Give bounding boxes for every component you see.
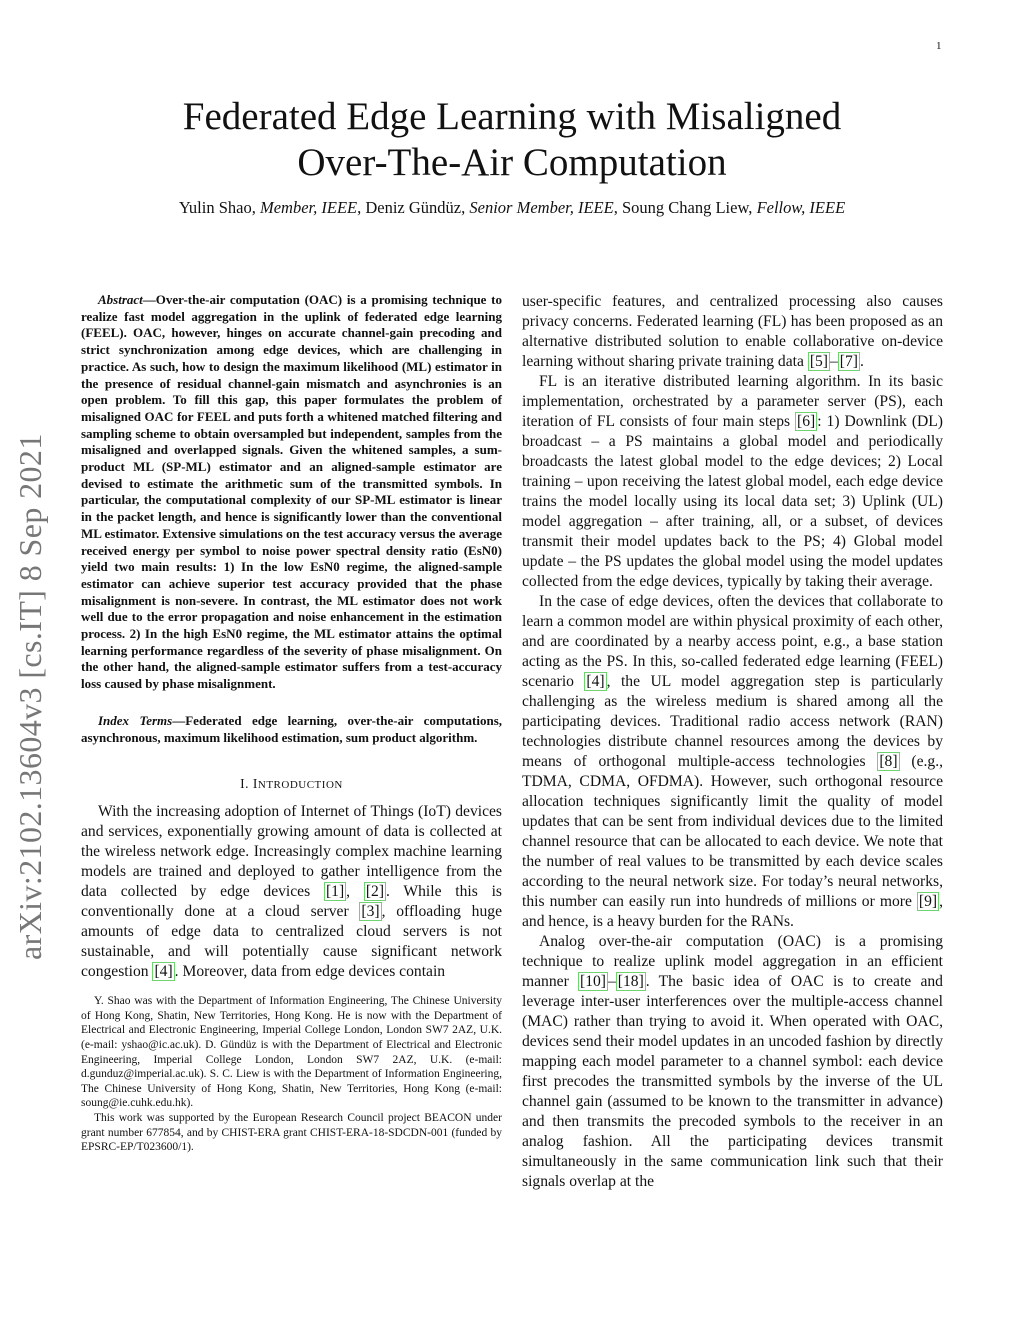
index-terms	[81, 713, 502, 746]
author-2-role: Senior Member, IEEE	[469, 198, 614, 217]
footnote-funding: This work was supported by the European Research Council project BEACON under grant number 677854, and by CHIST-ERA grant CHIST-ERA-18-SDCDN-001 (funded by EPSRC-EP/T023600/1).	[81, 1112, 502, 1154]
paper-title	[0, 94, 1024, 186]
author-1-role: Member, IEEE	[259, 198, 358, 217]
citation-link[interactable]: [4]	[586, 673, 605, 690]
intro-text: , offloading huge amounts of edge data to centralized cloud servers is not sustainable, and will potentially cause significant network congestion	[81, 903, 502, 981]
body-text: , the UL model aggregation step is particularly challenging as the wireless medium is shared among all the participating devices. Traditional radio access network (RAN) technologies distribute channel resources among the devices by means of orthogonal multiple-access technologies	[522, 673, 943, 770]
author-1: Yulin Shao,	[178, 198, 260, 217]
section-rest: NTRODUCTION	[257, 779, 343, 792]
body-text: In the case of edge devices, often the devices that collaborate to learn a common model are within physical proximity of each other, and are coordinated by a nearby access point, e.g., a base station acting as the PS. In this, so-called federated edge learning (FEEL) scenario	[522, 593, 943, 690]
body-text: user-specific features, and centralized processing also causes privacy concerns. Federated learning (FL) has been proposed as an alternative distributed solution to enable collaborative on-device learning without sharing private training data	[522, 293, 943, 370]
body-text: . The basic idea of OAC is to create and leverage inter-user interferences over the multiple-access channel (MAC) rather than trying to avoid it. When operated with OAC, devices send their model updates in an uncoded fashion by directly mapping each model parameter to a channel symbol: each device first precodes the transmitted symbols by the inverse of the UL channel gain (assumed to be known to the transmitter in advance) and then transmits the precoded symbols to the receiver in an analog fashion. All the participating devices transmit simultaneously in the same communication link such that their signals overlap at the	[522, 973, 943, 1190]
intro-text: With the increasing adoption of Internet of Things (IoT) devices and services, exponentially growing amount of data is collected at the wireless network edge. Increasingly complex machine learning models are trained and deployed to gather intelligence from the data collected by edge devices	[81, 803, 502, 901]
author-3-role: Fellow, IEEE	[756, 198, 846, 217]
citation-link[interactable]: [3]	[361, 903, 380, 921]
citation-link[interactable]: [5]	[809, 353, 828, 370]
right-paragraph-1	[522, 372, 943, 592]
page-number: 1	[936, 40, 942, 52]
citation-link[interactable]: [10]	[580, 973, 606, 990]
right-column	[522, 292, 943, 1192]
abstract-text: —Over-the-air computation (OAC) is a promising technique to realize fast model aggregation in the uplink of federated edge learning (FEEL). OAC, however, hinges on accurate channel-gain precoding and strict synchronization among edge devices, which are challenging in practice. As such, how to design the maximum likelihood (ML) estimator in the presence of residual channel-gain mismatch and asynchronies is an open problem. To fill this gap, this paper formulates the problem of misaligned OAC for FEEL and puts forth a whitened matched filtering and sampling scheme to obtain oversampled but independent, samples from the misaligned and overlapped signals. Given the whitened samples, a sum-product ML (SP-ML) estimator and an aligned-sample estimator are devised to estimate the arithmetic sum of the transmitted symbols. In particular, the computational complexity of our SP-ML estimator is linear in the packet length, and hence is significantly lower than the conventional ML estimator. Extensive simulations on the test accuracy versus the average received energy per symbol to noise power spectral density ratio (EsN0) yield two main results: 1) In the low EsN0 regime, the aligned-sample estimator can achieve superior test accuracy provided that the phase misalignment is non-severe. In contrast, the ML estimator does not work well due to the error propagation and noise enhancement in the estimation process. 2) In the high EsN0 regime, the ML estimator attains the optimal learning performance regardless of the severity of phase misalignment. On the other hand, the aligned-sample estimator suffers from a test-accuracy loss caused by phase misalignment.	[81, 292, 502, 692]
abstract	[81, 292, 502, 693]
section-numeral: I.	[240, 776, 253, 792]
section-cap: I	[252, 776, 258, 792]
citation-link[interactable]: [6]	[797, 413, 816, 430]
citation-link[interactable]: [1]	[325, 883, 345, 901]
intro-text: . Moreover, data from edge devices contain	[174, 963, 446, 981]
body-text: –	[607, 973, 616, 990]
citation-link[interactable]: [8]	[879, 753, 898, 770]
index-terms-text: —Federated edge learning, over-the-air computations, asynchronous, maximum likelihood estimation, sum product algorithm.	[81, 712, 502, 745]
title-line-1: Federated Edge Learning with Misaligned	[182, 95, 842, 138]
intro-paragraph-1	[81, 802, 502, 982]
left-column	[81, 292, 502, 1155]
body-text: , and hence, is a heavy burden for the RANs.	[522, 893, 943, 930]
intro-text: . While this is conventionally done at a cloud server	[81, 883, 503, 921]
body-text: (e.g., TDMA, CDMA, OFDMA). However, such orthogonal resource allocation techniques significantly limit the quality of model updates that can be sent from individual devices due to the limited channel resource that can be allocated to each device. We note that the number of real values to be transmitted by each device scales according to the neural network size. For today’s neural networks, this number can easily run into hundreds of millions or more	[522, 753, 943, 910]
title-line-2: Over-The-Air Computation	[297, 141, 727, 184]
citation-link[interactable]: [7]	[839, 353, 858, 370]
intro-text: ,	[346, 883, 364, 901]
footnote-affiliations: Y. Shao was with the Department of Information Engineering, The Chinese University of Hong Kong, Shatin, New Territories, Hong Kong. He is now with the Department of Electrical and Electronic Engineering, Imperial College London, London SW7 2AZ, U.K. (e-mail: yshao@ic.ac.uk). D. Gündüz is with the Department of Electrical and Electronic Engineering, Imperial College London, London SW7 2AZ, U.K. (e-mail: d.gunduz@imperial.ac.uk). S. C. Liew is with the Department of Information Engineering, The Chinese University of Hong Kong, Shatin, New Territories, Hong Kong (e-mail: soung@ie.cuhk.edu.hk).	[81, 995, 502, 1110]
section-heading-introduction	[81, 776, 502, 792]
body-text: Analog over-the-air computation (OAC) is a promising technique to realize uplink model aggregation in an efficient manner	[522, 933, 943, 990]
abstract-label: Abstract	[98, 292, 143, 307]
arxiv-identifier: arXiv:2102.13604v3 [cs.IT] 8 Sep 2021	[12, 433, 48, 960]
citation-link[interactable]: [9]	[918, 893, 938, 910]
body-text: FL is an iterative distributed learning algorithm. In its basic implementation, orchestrated by a parameter server (PS), each iteration of FL consists of four main steps	[522, 373, 943, 430]
right-paragraph-2	[522, 592, 943, 932]
body-text: –	[830, 353, 838, 370]
citation-link[interactable]: [4]	[154, 963, 173, 981]
author-3: , Soung Chang Liew,	[613, 198, 757, 217]
body-text: : 1) Downlink (DL) broadcast – a PS maintains a global model and periodically broadcasts the latest global model to the edge devices; 2) Local training – upon receiving the latest global model, each edge device trains the model locally using its local data set; 3) Uplink (UL) model aggregation – after training, all, or a subset, of devices transmit their model updates back to the PS; 4) Global model update – the PS updates the global model using the model updates collected from the edge devices, typically by taking their average.	[522, 413, 943, 590]
author-2: , Deniz Gündüz,	[357, 198, 470, 217]
body-text: .	[859, 353, 864, 370]
right-paragraph-3	[522, 932, 943, 1192]
index-terms-label: Index Terms	[98, 712, 173, 728]
right-paragraph-0	[522, 292, 943, 372]
author-list	[0, 198, 1024, 218]
citation-link[interactable]: [18]	[617, 973, 644, 990]
citation-link[interactable]: [2]	[365, 883, 385, 901]
